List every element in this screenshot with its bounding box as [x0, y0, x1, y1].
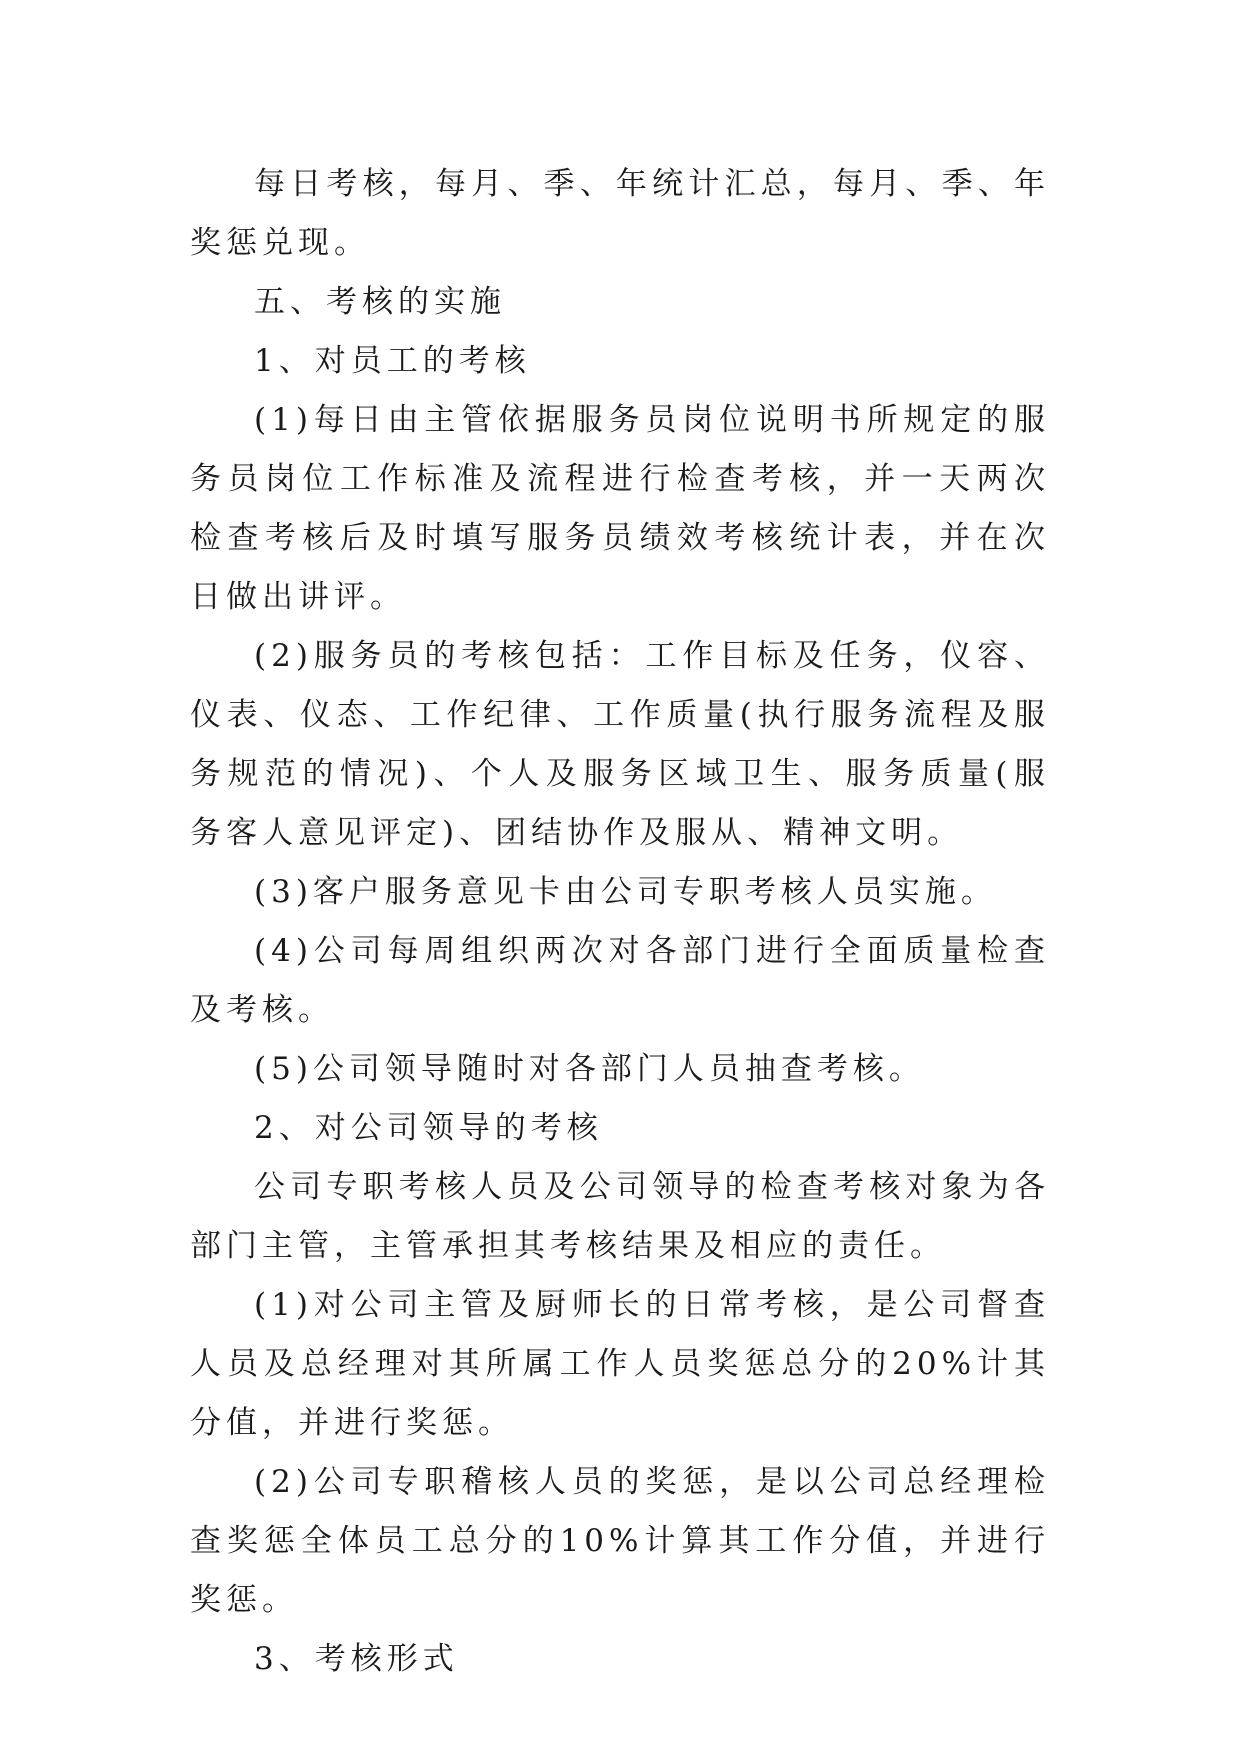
paragraph-item-4: (4)公司每周组织两次对各部门进行全面质量检查及考核。: [190, 933, 1050, 1028]
paragraph-schedule: 每日考核，每月、季、年统计汇总，每月、季、年奖惩兑现。: [190, 166, 1050, 261]
paragraph-item-2: (2)服务员的考核包括：工作目标及任务，仪容、仪表、仪态、工作纪律、工作质量(执行服务流程及服务规范的情况)、个人及服务区域卫生、服务质量(服务客人意见评定)、团结协作及服从、精神文明。: [190, 638, 1050, 851]
subheading-leader-assessment: 2、对公司领导的考核: [254, 1110, 603, 1146]
paragraph-leader-intro: 公司专职考核人员及公司领导的检查考核对象为各部门主管，主管承担其考核结果及相应的责任。: [190, 1169, 1050, 1264]
paragraph-item-5: (5)公司领导随时对各部门人员抽查考核。: [254, 1051, 925, 1087]
document-body: [190, 155, 1050, 1689]
paragraph-leader-item-2: (2)公司专职稽核人员的奖惩，是以公司总经理检查奖惩全体员工总分的10%计算其工作分值，并进行奖惩。: [190, 1464, 1050, 1618]
subheading-assessment-form: 3、考核形式: [254, 1641, 459, 1677]
paragraph-item-1: (1)每日由主管依据服务员岗位说明书所规定的服务员岗位工作标准及流程进行检查考核，并一天两次检查考核后及时填写服务员绩效考核统计表，并在次日做出讲评。: [190, 402, 1050, 615]
subheading-employee-assessment: 1、对员工的考核: [254, 343, 531, 379]
section-heading-implementation: 五、考核的实施: [254, 284, 506, 320]
paragraph-item-3: (3)客户服务意见卡由公司专职考核人员实施。: [254, 874, 997, 910]
paragraph-leader-item-1: (1)对公司主管及厨师长的日常考核，是公司督查人员及总经理对其所属工作人员奖惩总分的20%计其分值，并进行奖惩。: [190, 1287, 1050, 1441]
